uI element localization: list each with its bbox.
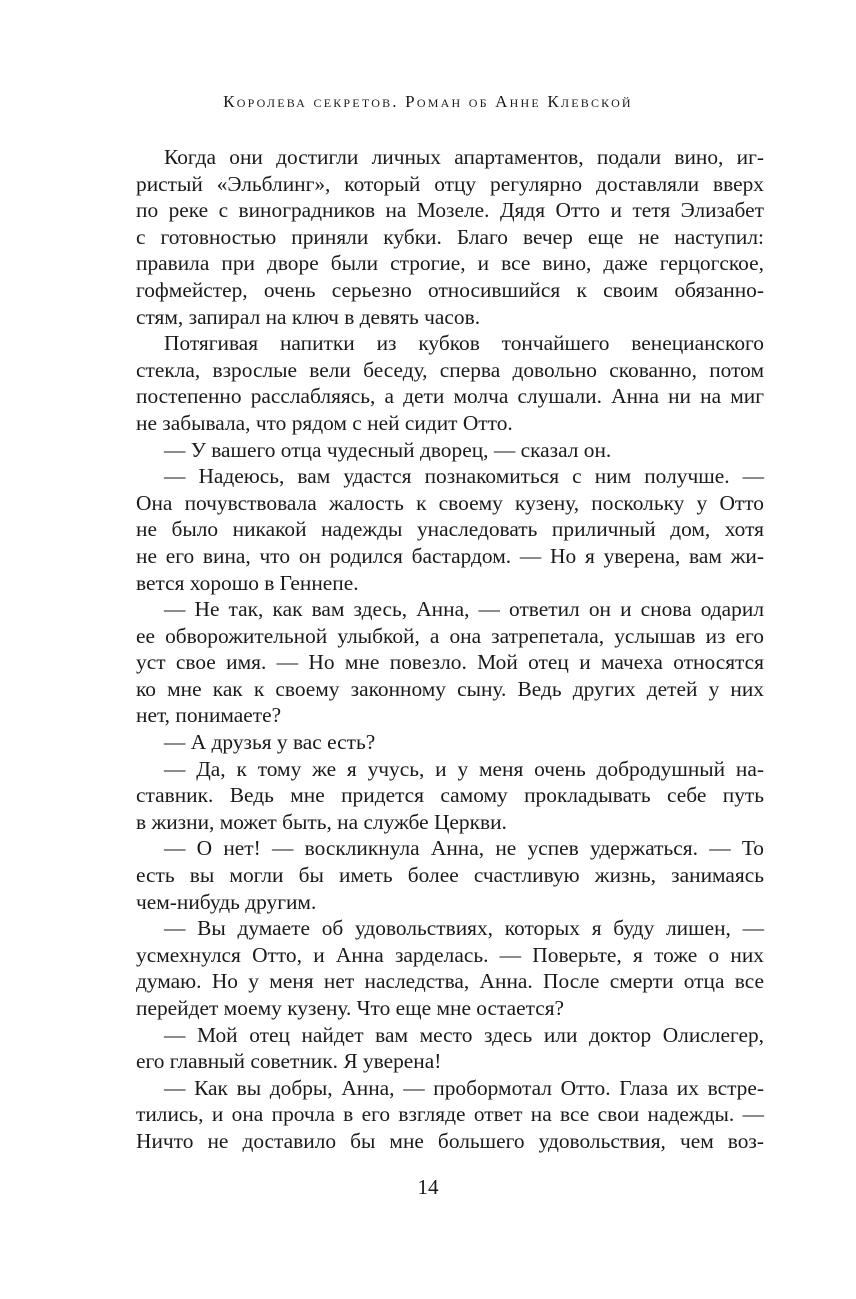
text-line: — О нет! — воскликнула Анна, не успев удержаться. — То: [164, 836, 764, 861]
text-line: перейдет моему кузену. Что еще мне остается?: [136, 996, 565, 1020]
text-line: чем-нибудь другим.: [136, 889, 317, 914]
text-line: есть вы могли бы иметь более счастливую жизнь, занимаясь: [136, 863, 764, 888]
text-line: уст свое имя. — Но мне повезло. Мой отец и мачеха относятся: [136, 650, 764, 675]
text-line: правила при дворе были строгие, и все вино, даже герцогское,: [136, 251, 764, 276]
text-line: его главный советник. Я уверена!: [136, 1049, 442, 1074]
text-line: ее обворожительной улыбкой, а она затрепетала, услышав из его: [136, 623, 764, 648]
text-line: — Мой отец найдет вам место здесь или доктор Олислегер,: [164, 1022, 764, 1047]
running-header: Королева секретов. Роман об Анне Клевской: [223, 92, 633, 111]
text-line: стям, запирал на ключ в девять часов.: [136, 304, 481, 329]
text-line: нет, понимаете?: [136, 703, 282, 728]
text-line: Ничто не доставило бы мне большего удовольствия, чем воз-: [136, 1128, 764, 1153]
text-line: Потягивая напитки из кубков тончайшего венецианского: [164, 331, 764, 356]
text-line: тились, и она прочла в его взгляде ответ на все свои надежды. —: [136, 1102, 764, 1127]
text-line: думаю. Но у меня нет наследства, Анна. После смерти отца все: [136, 969, 764, 994]
text-line: — У вашего отца чудесный дворец, — сказал он.: [164, 437, 612, 462]
text-line: Она почувствовала жалость к своему кузену, поскольку у Отто: [136, 490, 764, 515]
text-line: — А друзья у вас есть?: [164, 730, 376, 755]
text-line: не было никакой надежды унаследовать приличный дом, хотя: [136, 517, 764, 542]
body-text: [136, 144, 764, 1155]
text-line: — Надеюсь, вам удастся познакомиться с ним получше. —: [164, 464, 764, 489]
text-line: по реке с виноградников на Мозеле. Дядя Отто и тетя Элизабет: [136, 198, 764, 223]
text-line: постепенно расслабляясь, а дети молча слушали. Анна ни на миг: [136, 384, 764, 409]
text-line: гофмейстер, очень серьезно относившийся к своим обязанно-: [136, 277, 764, 302]
text-line: — Вы думаете об удовольствиях, которых я буду лишен, —: [164, 916, 764, 941]
text-line: ристый «Эльблинг», который отцу регулярно доставляли вверх: [136, 171, 764, 196]
text-line: не забывала, что рядом с ней сидит Отто.: [136, 410, 513, 435]
text-line: усмехнулся Отто, и Анна зарделась. — Поверьте, я тоже о них: [136, 942, 764, 967]
text-line: в жизни, может быть, на службе Церкви.: [136, 809, 507, 834]
text-line: — Как вы добры, Анна, — пробормотал Отто. Глаза их встре-: [164, 1075, 764, 1100]
text-line: — Да, к тому же я учусь, и у меня очень добродушный на-: [164, 756, 764, 781]
text-line: ставник. Ведь мне придется самому прокладывать себе путь: [136, 783, 764, 808]
text-line: Когда они достигли личных апартаментов, подали вино, иг-: [164, 145, 764, 169]
text-line: вется хорошо в Геннепе.: [136, 570, 359, 595]
text-line: не его вина, что он родился бастардом. — Но я уверена, вам жи-: [136, 543, 764, 568]
text-line: стекла, взрослые вели беседу, сперва довольно скованно, потом: [136, 357, 764, 382]
text-line: с готовностью приняли кубки. Благо вечер еще не наступил:: [136, 224, 764, 249]
text-line: — Не так, как вам здесь, Анна, — ответил он и снова одарил: [164, 597, 764, 622]
page-number: 14: [417, 1175, 439, 1199]
text-line: ко мне как к своему законному сыну. Ведь других детей у них: [136, 676, 764, 701]
